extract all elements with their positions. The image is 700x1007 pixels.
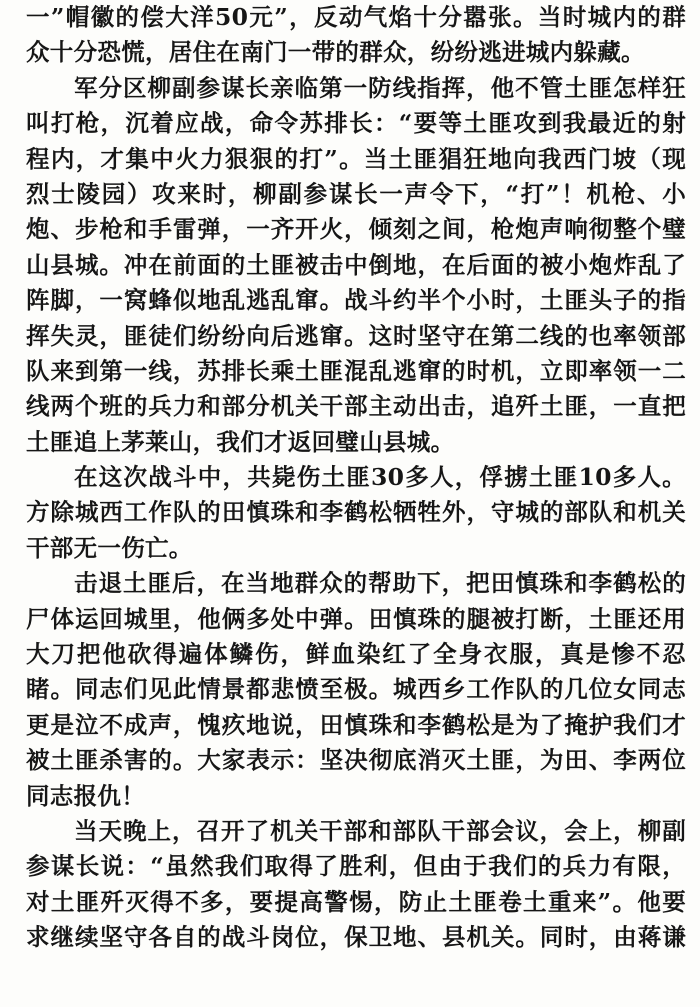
text-line: 土匪追上茅莱山，我们才返回璧山县城。 xyxy=(26,427,455,456)
text-line: 尸体运回城里，他俩多处中弹。田慎珠的腿被打断，土匪还用 xyxy=(26,604,686,633)
text-line: 对土匪歼灭得不多，要提高警惕，防止土匪卷土重来”。他要 xyxy=(26,887,686,916)
text-line: 睹。同志们见此情景都悲愤至极。城西乡工作队的几位女同志 xyxy=(26,675,686,704)
text-line: 当天晚上，召开了机关干部和部队干部会议，会上，柳副 xyxy=(74,816,686,845)
text-line: 参谋长说：“虽然我们取得了胜利，但由于我们的兵力有限， xyxy=(26,852,686,881)
text-line: 程内，才集中火力狠狠的打”。当土匪猖狂地向我西门坡（现 xyxy=(26,144,686,173)
text-line: 线两个班的兵力和部分机关干部主动出击，追歼土匪，一直把 xyxy=(26,392,686,421)
text-line: 炮、步枪和手雷弹，一齐开火，倾刻之间，枪炮声响彻整个璧 xyxy=(26,215,686,244)
document-body-text xyxy=(26,0,686,956)
text-line: 方除城西工作队的田慎珠和李鹤松牺牲外，守城的部队和机关 xyxy=(26,498,686,527)
text-line: 挥失灵，匪徒们纷纷向后逃窜。这时坚守在第二线的也率领部 xyxy=(26,321,686,350)
text-line: 大刀把他砍得遍体鳞伤，鲜血染红了全身衣服，真是惨不忍 xyxy=(26,640,686,669)
text-line: 同志报仇！ xyxy=(26,781,145,810)
text-line: 军分区柳副参谋长亲临第一防线指挥，他不管土匪怎样狂 xyxy=(74,73,686,102)
text-line: 在这次战斗中，共毙伤土匪30多人，俘掳土匪10多人。 xyxy=(74,463,686,492)
text-line: 被土匪杀害的。大家表示：坚决彻底消灭土匪，为田、李两位 xyxy=(26,746,686,775)
text-line: 队来到第一线，苏排长乘土匪混乱逃窜的时机，立即率领一二 xyxy=(26,356,686,385)
text-line: 一”帽徽的偿大洋50元”，反动气焰十分嚣张。当时城内的群 xyxy=(26,3,686,31)
text-line: 求继续坚守各自的战斗岗位，保卫地、县机关。同时，由蒋谦 xyxy=(26,923,686,952)
text-line: 众十分恐慌，居住在南门一带的群众，纷纷逃进城内躲藏。 xyxy=(26,38,645,67)
text-line: 叫打枪，沉着应战，命令苏排长：“要等土匪攻到我最近的射 xyxy=(26,109,686,138)
text-line: 干部无一伤亡。 xyxy=(26,533,193,562)
text-line: 更是泣不成声，愧疚地说，田慎珠和李鹤松是为了掩护我们才 xyxy=(26,710,686,739)
text-line: 山县城。冲在前面的土匪被击中倒地，在后面的被小炮炸乱了 xyxy=(26,250,686,279)
text-line: 击退土匪后，在当地群众的帮助下，把田慎珠和李鹤松的 xyxy=(74,569,686,598)
text-line: 阵脚，一窝蜂似地乱逃乱窜。战斗约半个小时，土匪头子的指 xyxy=(26,286,686,315)
text-line: 烈士陵园）攻来时，柳副参谋长一声令下，“打”！机枪、小 xyxy=(26,179,686,208)
